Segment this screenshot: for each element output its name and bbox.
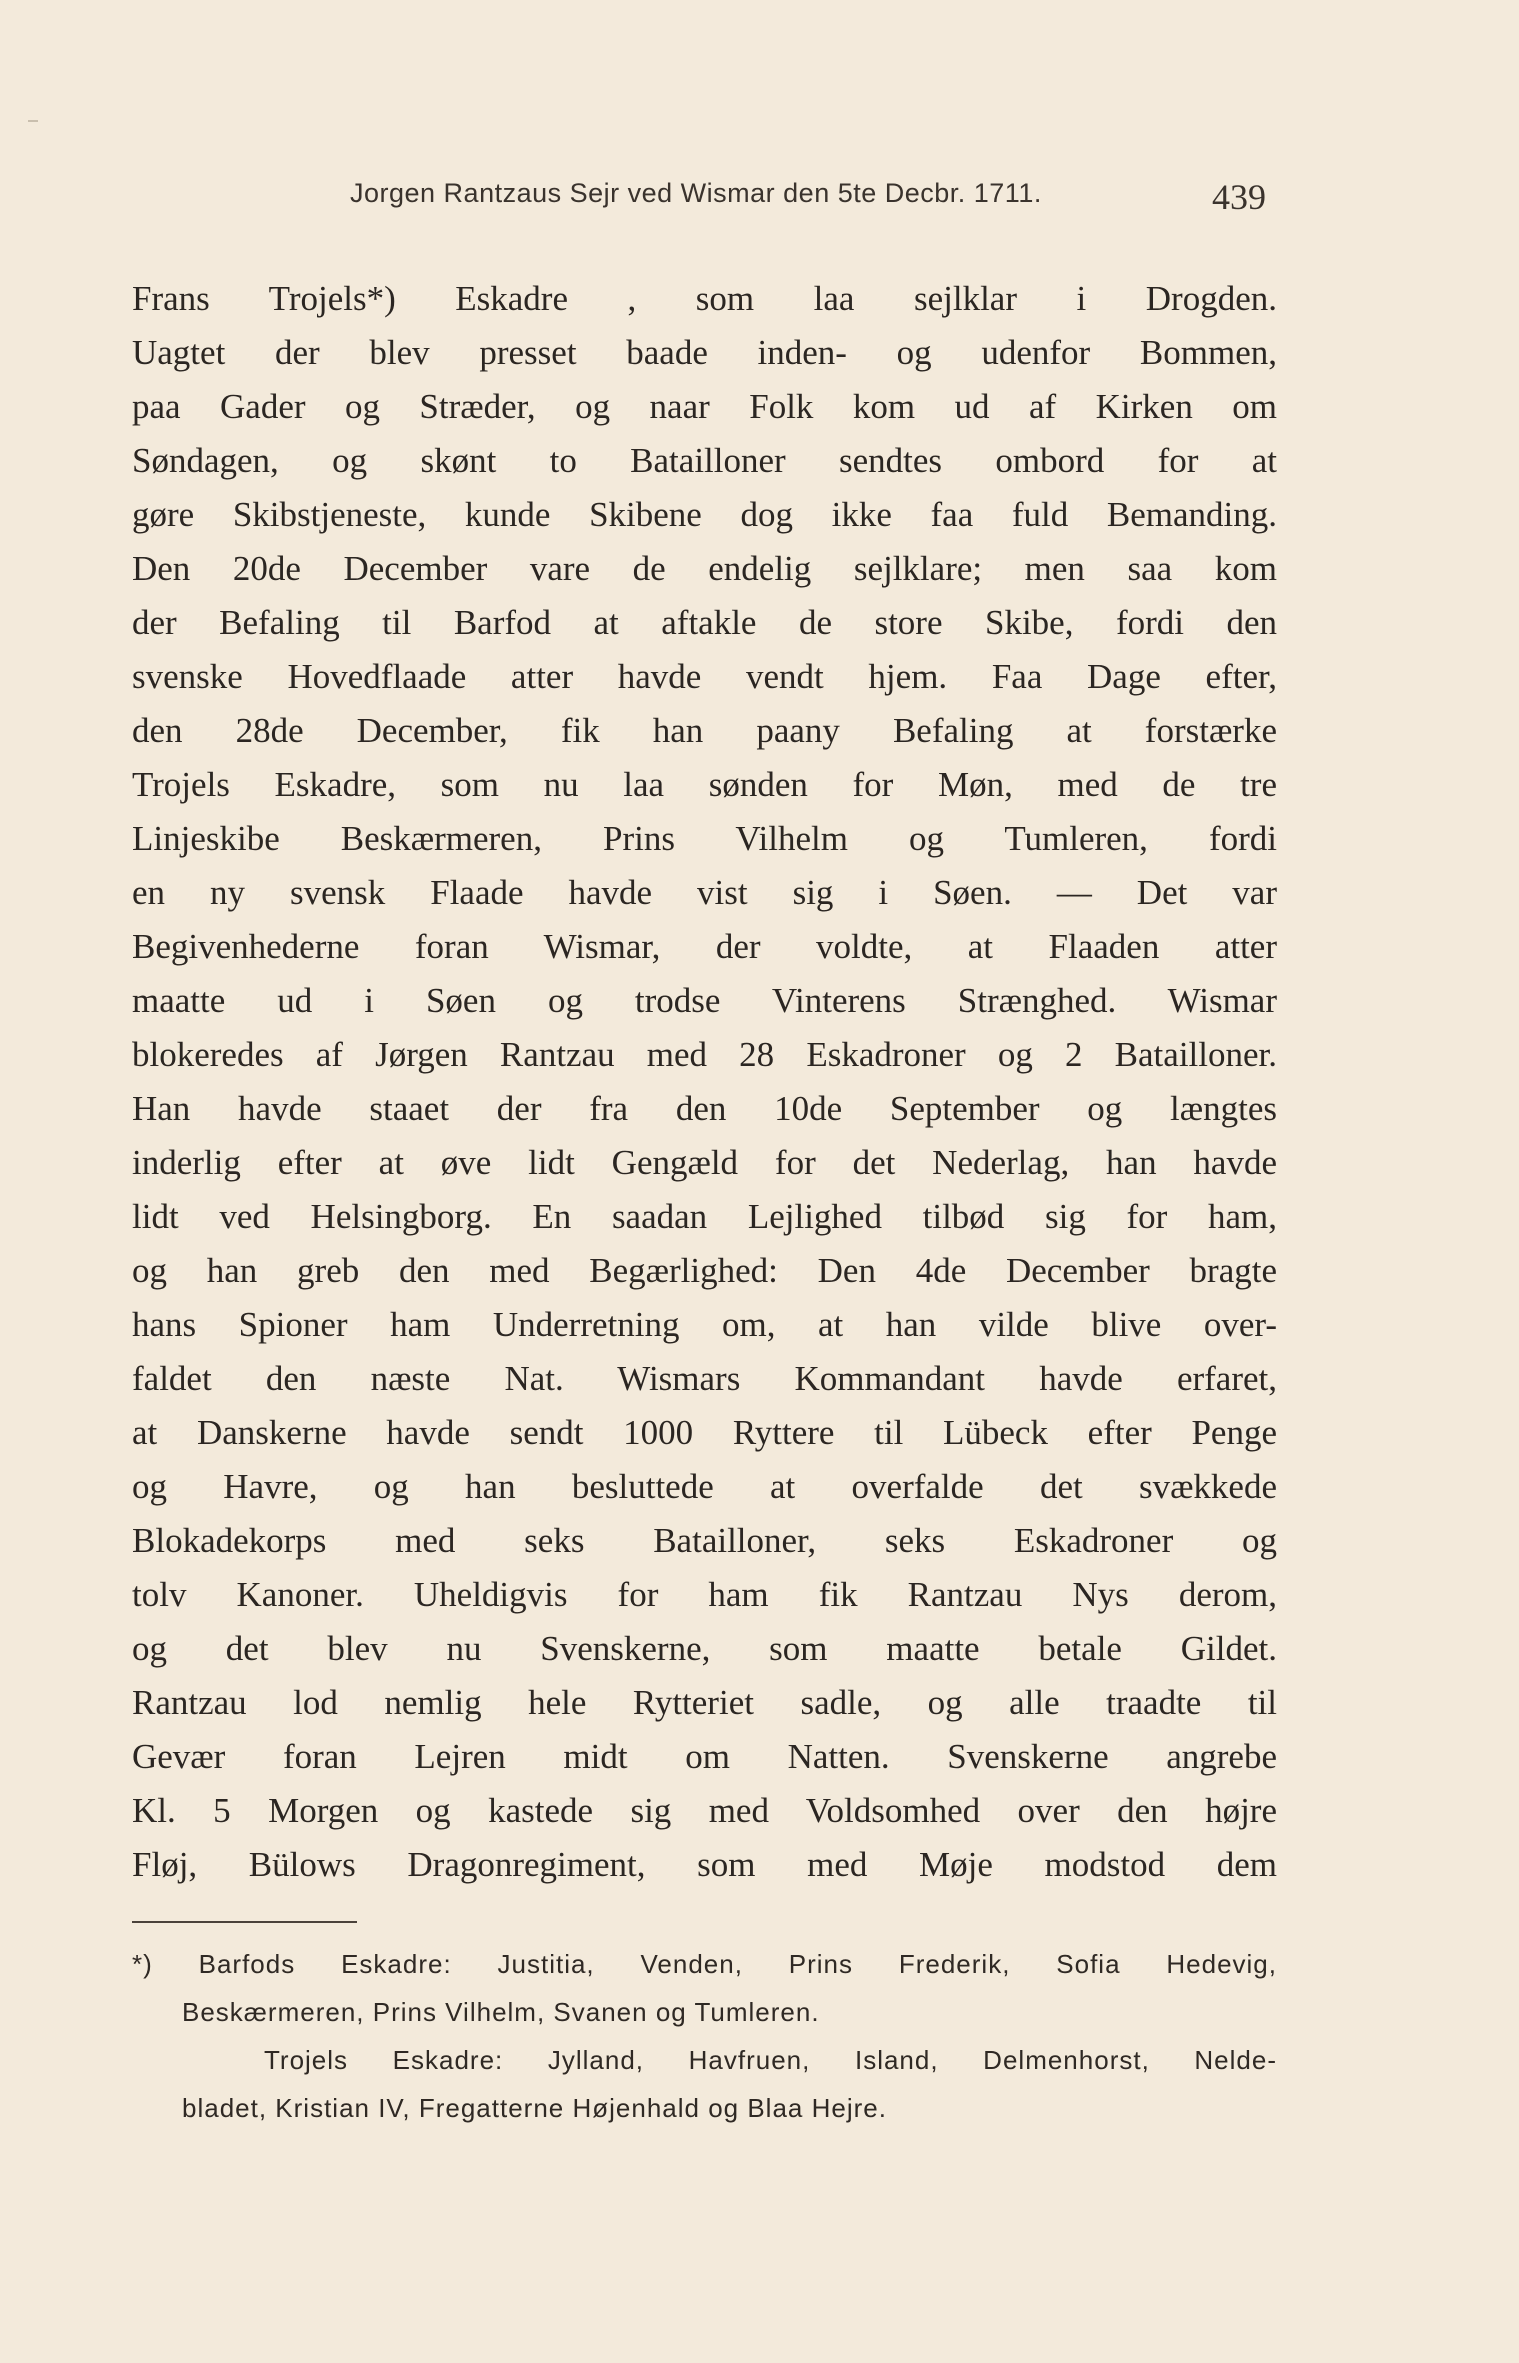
text-line: at Danskerne havde sendt 1000 Ryttere til Lübeck efter Penge <box>132 1413 1277 1452</box>
text-line: tolv Kanoner. Uheldigvis for ham fik Rantzau Nys derom, <box>132 1575 1277 1614</box>
page-smudge <box>28 120 38 122</box>
footnote-divider <box>132 1921 357 1923</box>
text-line: en ny svensk Flaade havde vist sig i Søen. — Det var <box>132 873 1277 912</box>
running-title: Jorgen Rantzaus Sejr ved Wismar den 5te Decbr. 1711. <box>350 178 1042 208</box>
text-line: Uagtet der blev presset baade inden- og udenfor Bommen, <box>132 333 1277 372</box>
text-line: og det blev nu Svenskerne, som maatte betale Gildet. <box>132 1629 1277 1668</box>
footnote-line: Trojels Eskadre: Jylland, Havfruen, Island, Delmenhorst, Nelde- <box>264 2045 1277 2075</box>
text-line: maatte ud i Søen og trodse Vinterens Strænghed. Wismar <box>132 981 1277 1020</box>
footnote-line: bladet, Kristian IV, Fregatterne Højenhald og Blaa Hejre. <box>182 2093 887 2123</box>
text-line: og Havre, og han besluttede at overfalde det svækkede <box>132 1467 1277 1506</box>
text-line: paa Gader og Stræder, og naar Folk kom ud af Kirken om <box>132 387 1277 426</box>
footnotes <box>132 1940 1277 2132</box>
text-line: gøre Skibstjeneste, kunde Skibene dog ikke faa fuld Bemanding. <box>132 495 1277 534</box>
text-line: Fløj, Bülows Dragonregiment, som med Møje modstod dem <box>132 1845 1277 1884</box>
text-line: svenske Hovedflaade atter havde vendt hjem. Faa Dage efter, <box>132 657 1277 696</box>
text-line: Frans Trojels*) Eskadre , som laa sejlklar i Drogden. <box>132 279 1277 318</box>
text-line: faldet den næste Nat. Wismars Kommandant havde erfaret, <box>132 1359 1277 1398</box>
text-line: der Befaling til Barfod at aftakle de store Skibe, fordi den <box>132 603 1277 642</box>
page-number: 439 <box>1212 177 1266 217</box>
text-line: Rantzau lod nemlig hele Rytteriet sadle, og alle traadte til <box>132 1683 1277 1722</box>
text-line: Blokadekorps med seks Batailloner, seks Eskadroner og <box>132 1521 1277 1560</box>
text-line: blokeredes af Jørgen Rantzau med 28 Eskadroner og 2 Batailloner. <box>132 1035 1277 1074</box>
footnote-line: *) Barfods Eskadre: Justitia, Venden, Prins Frederik, Sofia Hedevig, <box>132 1949 1277 1979</box>
text-line: Begivenhederne foran Wismar, der voldte, at Flaaden atter <box>132 927 1277 966</box>
text-line: Gevær foran Lejren midt om Natten. Svenskerne angrebe <box>132 1737 1277 1776</box>
text-line: Trojels Eskadre, som nu laa sønden for Møn, med de tre <box>132 765 1277 804</box>
text-line: Linjeskibe Beskærmeren, Prins Vilhelm og Tumleren, fordi <box>132 819 1277 858</box>
text-line: Kl. 5 Morgen og kastede sig med Voldsomhed over den højre <box>132 1791 1277 1830</box>
text-line: og han greb den med Begærlighed: Den 4de December bragte <box>132 1251 1277 1290</box>
text-line: lidt ved Helsingborg. En saadan Lejlighed tilbød sig for ham, <box>132 1197 1277 1236</box>
text-line: Søndagen, og skønt to Batailloner sendtes ombord for at <box>132 441 1277 480</box>
text-line: den 28de December, fik han paany Befaling at forstærke <box>132 711 1277 750</box>
text-line: Han havde staaet der fra den 10de September og længtes <box>132 1089 1277 1128</box>
footnote-line: Beskærmeren, Prins Vilhelm, Svanen og Tumleren. <box>182 1997 820 2027</box>
text-line: inderlig efter at øve lidt Gengæld for det Nederlag, han havde <box>132 1143 1277 1182</box>
text-line: hans Spioner ham Underretning om, at han vilde blive over- <box>132 1305 1277 1344</box>
text-line: Den 20de December vare de endelig sejlklare; men saa kom <box>132 549 1277 588</box>
body-text <box>132 272 1277 1892</box>
